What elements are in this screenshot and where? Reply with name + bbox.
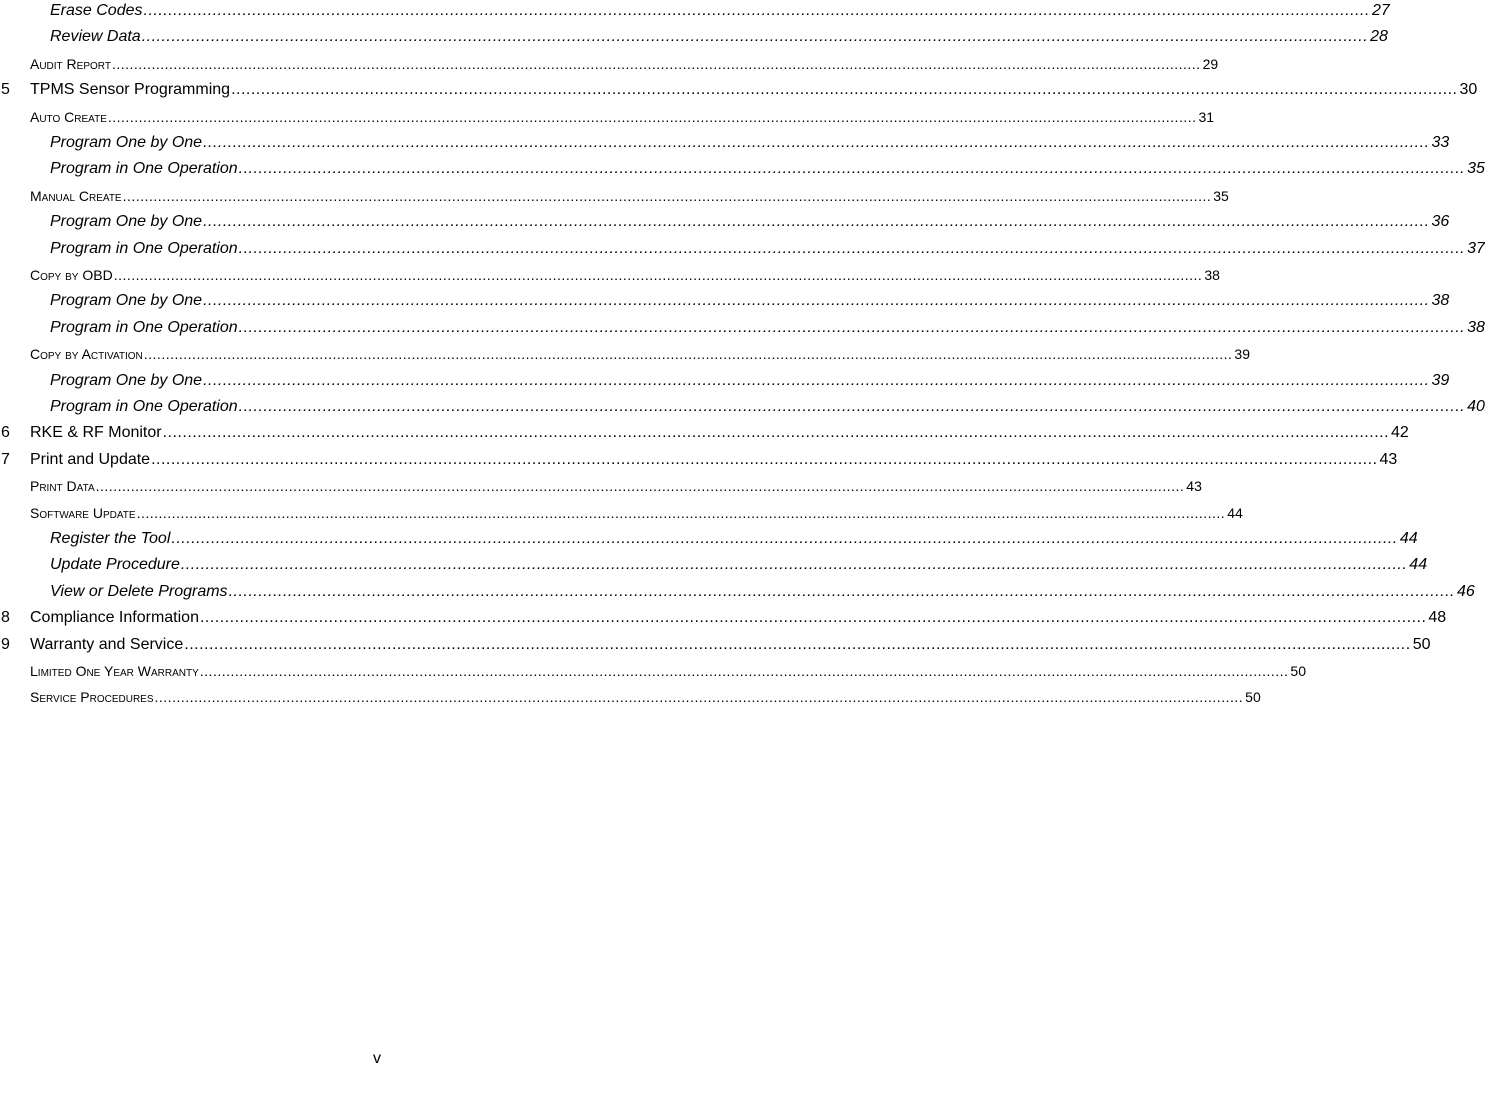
toc-entry[interactable] bbox=[50, 396, 1485, 418]
toc-entry-page-number: 31 bbox=[1198, 108, 1215, 125]
toc-entry-page-number: 50 bbox=[1245, 689, 1261, 706]
toc-entry-title: Update Procedure bbox=[50, 556, 180, 574]
dot-leader bbox=[229, 581, 1455, 603]
toc-entry[interactable] bbox=[30, 106, 1215, 128]
toc-entry-page-number: 48 bbox=[1428, 609, 1447, 627]
toc-entry[interactable] bbox=[50, 238, 1485, 260]
dot-leader bbox=[239, 396, 1465, 418]
toc-entry-page-number: 29 bbox=[1202, 55, 1219, 72]
dot-leader bbox=[142, 26, 1368, 48]
toc-entry-title: Auto Create bbox=[30, 108, 107, 125]
dot-leader bbox=[239, 317, 1465, 339]
toc-entry-chapter-number: 7 bbox=[1, 450, 10, 468]
toc-entry-page-number: 38 bbox=[1467, 318, 1485, 336]
toc-entry-page-number: 50 bbox=[1290, 663, 1306, 679]
toc-entry-page-number: 44 bbox=[1227, 504, 1243, 521]
toc-entry-title: Erase Codes bbox=[50, 2, 143, 19]
toc-entry-title: Program One by One bbox=[50, 292, 203, 310]
toc-entry-page-number: 46 bbox=[1457, 582, 1475, 600]
toc-entry-title: Program One by One bbox=[50, 213, 203, 231]
toc-entry-title: View or Delete Programs bbox=[50, 582, 228, 600]
toc-entry-chapter-number: 8 bbox=[1, 609, 10, 627]
toc-entry-title: Program One by One bbox=[50, 371, 203, 389]
dot-leader bbox=[200, 607, 1426, 629]
toc-entry-title: Program in One Operation bbox=[50, 318, 238, 336]
toc-entry-title: Review Data bbox=[50, 28, 141, 46]
toc-entry-title: Service Procedures bbox=[30, 689, 154, 706]
toc-entry-page-number: 35 bbox=[1213, 187, 1229, 204]
toc-entry-title: Software Update bbox=[30, 504, 136, 521]
dot-leader bbox=[239, 158, 1465, 180]
toc-entry-page-number: 44 bbox=[1409, 556, 1428, 574]
dot-leader bbox=[108, 106, 1197, 128]
toc-entry-page-number: 43 bbox=[1379, 450, 1398, 468]
dot-leader bbox=[123, 185, 1212, 207]
toc-entry[interactable] bbox=[30, 53, 1219, 75]
toc-entry-title: TPMS Sensor Programming bbox=[30, 81, 231, 99]
dot-leader bbox=[144, 0, 1370, 22]
toc-entry[interactable] bbox=[30, 264, 1220, 286]
toc-entry-title: Program in One Operation bbox=[50, 239, 238, 257]
toc-entry[interactable] bbox=[50, 132, 1450, 154]
toc-entry-page-number: 39 bbox=[1234, 346, 1250, 363]
toc-entry[interactable] bbox=[50, 317, 1485, 339]
toc-entry-title: RKE & RF Monitor bbox=[30, 424, 162, 442]
dot-leader bbox=[112, 53, 1201, 75]
toc-entry-title: Print and Update bbox=[30, 450, 151, 468]
toc-entry[interactable] bbox=[30, 475, 1202, 497]
dot-leader bbox=[114, 264, 1203, 286]
toc-entry-title: Program in One Operation bbox=[50, 398, 238, 415]
toc-entry-title: Limited One Year Warranty bbox=[30, 663, 199, 679]
toc-entry[interactable] bbox=[1, 634, 1431, 656]
toc-entry[interactable] bbox=[50, 370, 1450, 392]
dot-leader bbox=[184, 634, 1410, 656]
dot-leader bbox=[239, 238, 1465, 260]
toc-entry[interactable] bbox=[1, 422, 1409, 444]
toc-entry-page-number: 39 bbox=[1431, 371, 1450, 389]
dot-leader bbox=[96, 475, 1185, 497]
dot-leader bbox=[203, 290, 1429, 312]
toc-entry-title: Register the Tool bbox=[50, 530, 171, 547]
toc-entry-title: Audit Report bbox=[30, 55, 111, 72]
toc-entry[interactable] bbox=[50, 158, 1485, 180]
dot-leader bbox=[200, 660, 1289, 682]
dot-leader bbox=[203, 211, 1429, 233]
toc-entry-chapter-number: 5 bbox=[1, 81, 10, 99]
dot-leader bbox=[203, 132, 1429, 154]
dot-leader bbox=[144, 343, 1233, 365]
toc-entry[interactable] bbox=[50, 26, 1388, 48]
toc-entry[interactable] bbox=[1, 607, 1447, 629]
dot-leader bbox=[231, 79, 1457, 101]
toc-entry[interactable] bbox=[50, 528, 1418, 550]
dot-leader bbox=[137, 502, 1226, 524]
toc-entry-page-number: 38 bbox=[1431, 292, 1450, 310]
toc-entry[interactable] bbox=[50, 554, 1428, 576]
toc-entry-page-number: 37 bbox=[1467, 239, 1485, 257]
toc-entry-page-number: 42 bbox=[1391, 424, 1409, 442]
toc-entry[interactable] bbox=[50, 211, 1450, 233]
toc-entry[interactable] bbox=[30, 660, 1306, 682]
toc-entry[interactable] bbox=[30, 185, 1229, 207]
toc-entry-title: Program in One Operation bbox=[50, 160, 238, 178]
toc-entry-page-number: 44 bbox=[1399, 530, 1418, 547]
toc-entry[interactable] bbox=[50, 290, 1450, 312]
toc-entry-page-number: 36 bbox=[1431, 213, 1450, 231]
toc-entry-page-number: 35 bbox=[1467, 160, 1485, 178]
toc-entry-title: Copy by Activation bbox=[30, 346, 143, 363]
dot-leader bbox=[163, 422, 1389, 444]
toc-entry-page-number: 40 bbox=[1467, 398, 1485, 415]
toc-entry-page-number: 30 bbox=[1459, 81, 1478, 99]
toc-entry[interactable] bbox=[50, 581, 1475, 603]
toc-entry-page-number: 43 bbox=[1186, 478, 1202, 495]
toc-entry-page-number: 33 bbox=[1431, 134, 1450, 151]
toc-entry-page-number: 27 bbox=[1371, 2, 1390, 19]
dot-leader bbox=[171, 528, 1397, 550]
dot-leader bbox=[155, 686, 1244, 708]
toc-entry-title: Compliance Information bbox=[30, 609, 199, 627]
toc-entry-chapter-number: 9 bbox=[1, 635, 10, 653]
dot-leader bbox=[151, 449, 1377, 471]
toc-entry-chapter-number: 6 bbox=[1, 424, 10, 442]
toc-entry[interactable] bbox=[1, 79, 1478, 101]
dot-leader bbox=[203, 370, 1429, 392]
toc-entry-title: Print Data bbox=[30, 478, 95, 495]
toc-entry[interactable] bbox=[30, 502, 1243, 524]
toc-entry-page-number: 38 bbox=[1204, 267, 1220, 283]
page-number-footer: v bbox=[373, 1050, 381, 1067]
toc-entry[interactable] bbox=[1, 449, 1398, 471]
toc-entry[interactable] bbox=[30, 686, 1261, 708]
toc-entry-title: Copy by OBD bbox=[30, 267, 113, 283]
toc-entry-page-number: 50 bbox=[1412, 635, 1431, 653]
toc-entry-title: Program One by One bbox=[50, 134, 203, 151]
toc-entry-title: Manual Create bbox=[30, 187, 122, 204]
toc-entry-page-number: 28 bbox=[1370, 28, 1388, 46]
toc-entry[interactable] bbox=[50, 0, 1390, 22]
toc-entry-title: Warranty and Service bbox=[30, 635, 184, 653]
dot-leader bbox=[181, 554, 1407, 576]
toc-entry[interactable] bbox=[30, 343, 1250, 365]
